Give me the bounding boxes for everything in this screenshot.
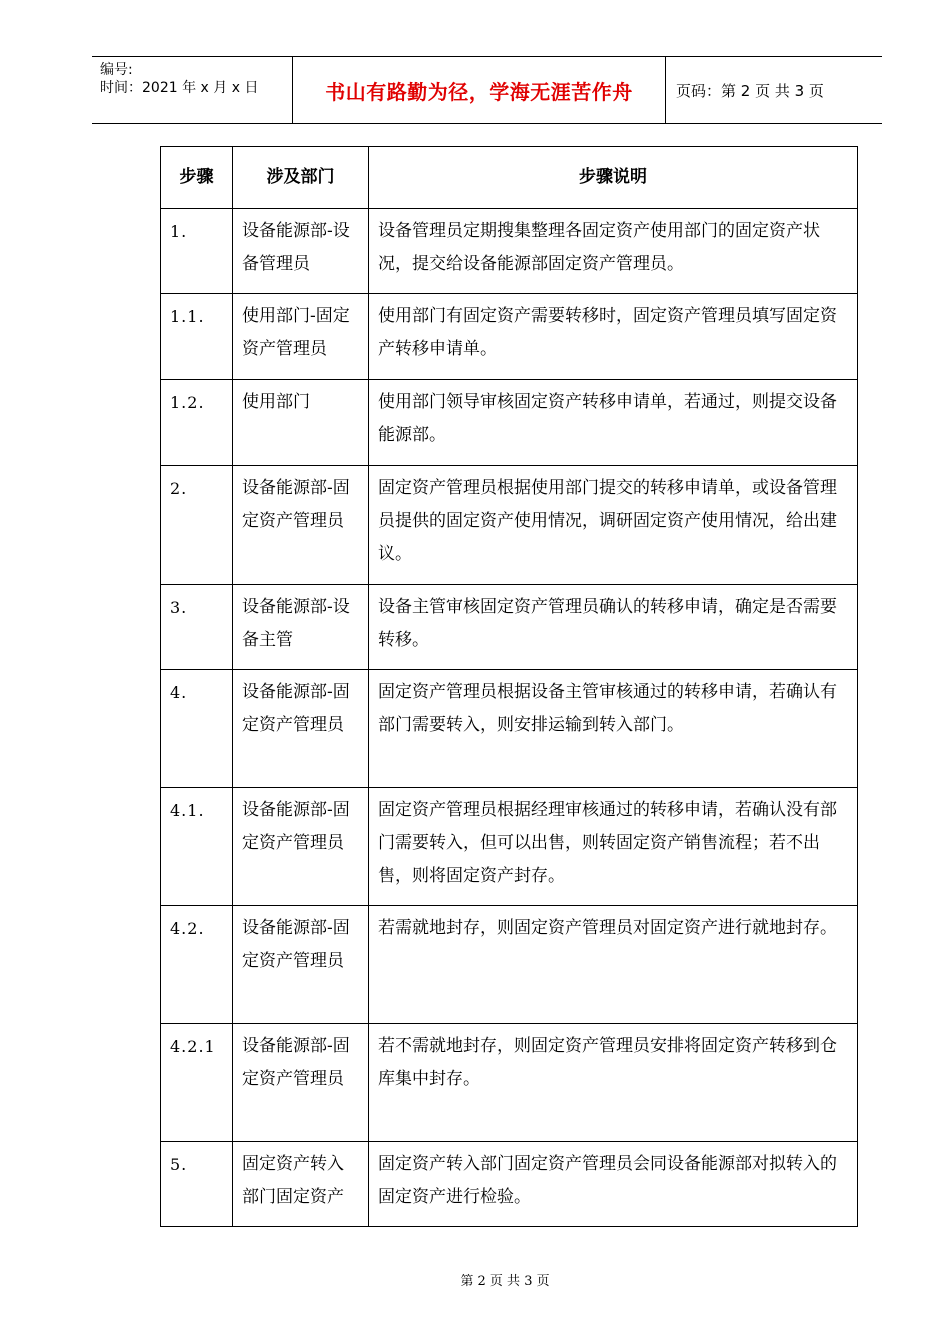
step-number: 4.1. [161, 788, 233, 906]
header-motto: 书山有路勤为径，学海无涯苦作舟 [293, 57, 666, 123]
step-department: 设备能源部-设备主管 [233, 585, 369, 670]
step-department: 使用部门-固定资产管理员 [233, 294, 369, 380]
header-page-number: 页码：第 2 页 共 3 页 [676, 81, 824, 100]
page-footer: 第 2 页 共 3 页 [460, 1274, 550, 1289]
serial-label: 编号: [100, 62, 133, 78]
step-number: 1.1. [161, 294, 233, 380]
step-number: 1.2. [161, 380, 233, 466]
step-number: 2. [161, 466, 233, 585]
table-row [161, 788, 858, 906]
table-row [161, 466, 858, 585]
step-number: 3. [161, 585, 233, 670]
table-row [161, 380, 858, 466]
step-description: 固定资产管理员根据设备主管审核通过的转移申请，若确认有部门需要转入，则安排运输到转入部门。 [369, 670, 858, 788]
table-row [161, 1024, 858, 1142]
table-row [161, 209, 858, 294]
step-description: 固定资产管理员根据使用部门提交的转移申请单，或设备管理员提供的固定资产使用情况，调研固定资产使用情况，给出建议。 [369, 466, 858, 585]
step-description: 设备主管审核固定资产管理员确认的转移申请，确定是否需要转移。 [369, 585, 858, 670]
step-department: 设备能源部-固定资产管理员 [233, 906, 369, 1024]
step-number: 1. [161, 209, 233, 294]
step-department: 设备能源部-固定资产管理员 [233, 670, 369, 788]
step-description: 固定资产管理员根据经理审核通过的转移申请，若确认没有部门需要转入，但可以出售，则转固定资产销售流程；若不出售，则将固定资产封存。 [369, 788, 858, 906]
table-row [161, 670, 858, 788]
step-department: 使用部门 [233, 380, 369, 466]
step-department: 固定资产转入部门固定资产 [233, 1142, 369, 1227]
table-header-row [161, 147, 858, 209]
step-number: 5. [161, 1142, 233, 1227]
time-label: 时间：2021 年 x 月 x 日 [100, 80, 259, 96]
step-description: 使用部门领导审核固定资产转移申请单，若通过，则提交设备能源部。 [369, 380, 858, 466]
table-row [161, 1142, 858, 1227]
table-row [161, 906, 858, 1024]
step-description: 设备管理员定期搜集整理各固定资产使用部门的固定资产状况，提交给设备能源部固定资产管理员。 [369, 209, 858, 294]
header-info-cell [92, 57, 293, 123]
page-header [92, 56, 882, 124]
step-department: 设备能源部-固定资产管理员 [233, 466, 369, 585]
step-number: 4.2.1 [161, 1024, 233, 1142]
step-description: 若不需就地封存，则固定资产管理员安排将固定资产转移到仓库集中封存。 [369, 1024, 858, 1142]
step-department: 设备能源部-设备管理员 [233, 209, 369, 294]
step-number: 4. [161, 670, 233, 788]
table-row [161, 585, 858, 670]
step-description: 固定资产转入部门固定资产管理员会同设备能源部对拟转入的固定资产进行检验。 [369, 1142, 858, 1227]
step-description: 使用部门有固定资产需要转移时，固定资产管理员填写固定资产转移申请单。 [369, 294, 858, 380]
header-description: 步骤说明 [369, 147, 858, 209]
step-description: 若需就地封存，则固定资产管理员对固定资产进行就地封存。 [369, 906, 858, 1024]
step-department: 设备能源部-固定资产管理员 [233, 788, 369, 906]
steps-table [160, 146, 858, 1227]
header-step: 步骤 [161, 147, 233, 209]
table-row [161, 294, 858, 380]
header-department: 涉及部门 [233, 147, 369, 209]
step-department: 设备能源部-固定资产管理员 [233, 1024, 369, 1142]
step-number: 4.2. [161, 906, 233, 1024]
